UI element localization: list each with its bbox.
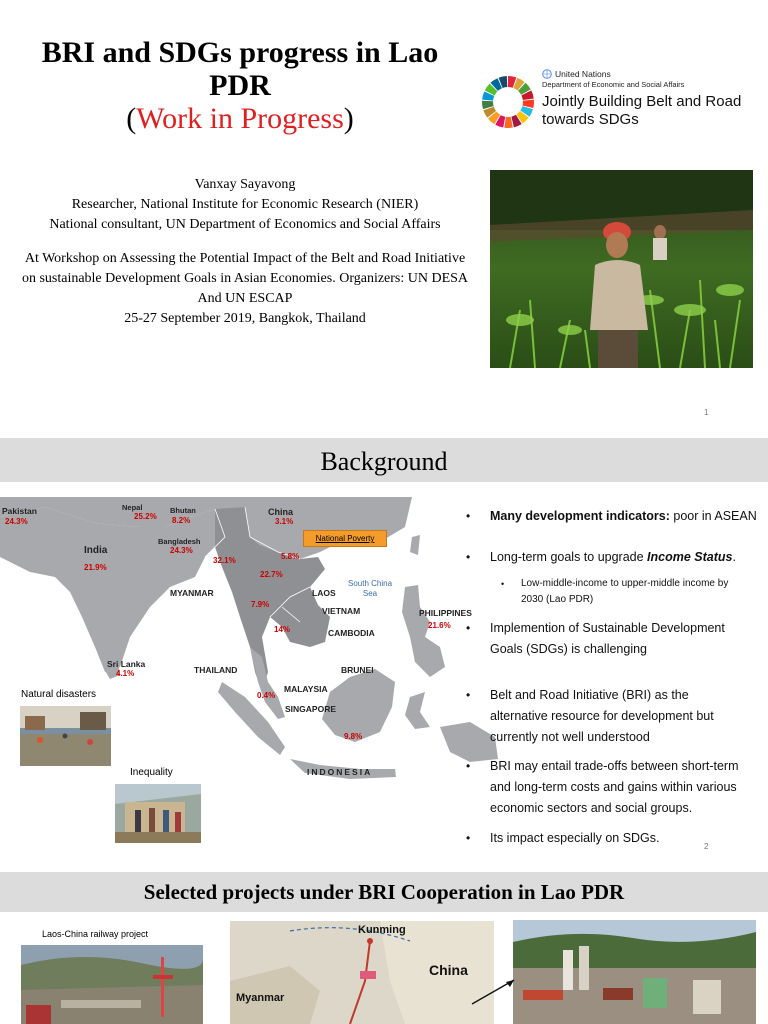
vientiane-city-photo bbox=[513, 920, 756, 1024]
scs-line1: South China bbox=[348, 579, 393, 588]
label-sri-lanka: Sri Lanka bbox=[107, 659, 146, 669]
un-desa-logo bbox=[480, 68, 760, 130]
bullet-3 bbox=[466, 618, 766, 660]
logo-tagline-1: Jointly Building Belt and Road bbox=[542, 93, 742, 110]
inequality-photo bbox=[115, 784, 201, 843]
pct-thailand: 7.9% bbox=[251, 600, 270, 609]
connector-arrow-icon bbox=[470, 976, 518, 1006]
slide1-title bbox=[20, 36, 460, 135]
un-dept: Department of Economic and Social Affairs bbox=[542, 80, 685, 89]
un-emblem-icon bbox=[542, 69, 552, 79]
bullet-5-line1: BRI may entail trade-offs between short-term bbox=[490, 759, 739, 773]
map-label-myanmar: Myanmar bbox=[236, 992, 285, 1004]
label-bhutan: Bhutan bbox=[170, 506, 196, 515]
bullet-2-sub-line2: 2030 (Lao PDR) bbox=[521, 594, 594, 605]
bullet-2 bbox=[466, 547, 766, 568]
label-brunei: BRUNEI bbox=[341, 665, 374, 675]
label-vietnam: VIETNAM bbox=[322, 606, 361, 616]
bullet-4 bbox=[466, 685, 766, 748]
pct-laos: 22.7% bbox=[260, 570, 283, 579]
selected-projects-title: Selected projects under BRI Cooperation in Lao PDR bbox=[143, 880, 625, 904]
bullet-6 bbox=[466, 828, 766, 849]
label-cambodia: CAMBODIA bbox=[328, 628, 375, 638]
pct-sri-lanka: 4.1% bbox=[116, 669, 135, 678]
sub-bullet-dot: • bbox=[501, 579, 505, 589]
sdg-wheel-segment bbox=[504, 117, 512, 128]
page-number-1: 1 bbox=[704, 408, 709, 417]
railway-photo bbox=[21, 945, 203, 1024]
label-china: China bbox=[268, 507, 294, 517]
workshop-line-1: At Workshop on Assessing the Potential Impact of the Belt and Road Initiative bbox=[24, 251, 466, 266]
title-line2: PDR bbox=[209, 69, 271, 102]
bullet-1-bold: Many development indicators: bbox=[490, 509, 670, 523]
author-block bbox=[10, 175, 480, 235]
flood-photo bbox=[20, 706, 111, 766]
scs-line2: Sea bbox=[362, 589, 378, 598]
label-philippines: PHILIPPINES bbox=[419, 608, 472, 618]
bullet-4-line3: currently not well understood bbox=[490, 730, 650, 744]
bullet-dot: • bbox=[466, 759, 471, 773]
label-singapore: SINGAPORE bbox=[285, 704, 337, 714]
pct-pakistan: 24.3% bbox=[5, 517, 28, 526]
pct-china: 3.1% bbox=[275, 517, 294, 526]
label-india: India bbox=[84, 545, 108, 556]
bullet-4-line1: Belt and Road Initiative (BRI) as the bbox=[490, 688, 689, 702]
bullet-2-sub-line1: Low-middle-income to upper-middle income by bbox=[521, 578, 729, 589]
author-name: Vanxay Sayavong bbox=[194, 177, 296, 192]
workshop-line-2: on sustainable Development Goals in Asian Economies. Organizers: UN DESA bbox=[21, 271, 469, 286]
bullet-2-post: . bbox=[732, 550, 736, 564]
bullet-5-line3: economic sectors and social groups. bbox=[490, 801, 693, 815]
pct-philippines: 21.6% bbox=[428, 621, 451, 630]
workshop-line-3: And UN ESCAP bbox=[197, 291, 293, 306]
railway-label: Laos-China railway project bbox=[42, 929, 149, 939]
title-open-paren: ( bbox=[126, 102, 137, 135]
farmer-photo bbox=[490, 170, 753, 368]
bullet-4-line2: alternative resource for development but bbox=[490, 709, 714, 723]
bullet-2-sub bbox=[501, 576, 765, 608]
sdg-wheel-icon bbox=[480, 74, 536, 130]
pct-india: 21.9% bbox=[84, 563, 107, 572]
bullet-5 bbox=[466, 756, 766, 819]
pct-malaysia: 0.4% bbox=[257, 691, 276, 700]
title-line1: BRI and SDGs progress in Lao bbox=[41, 36, 439, 69]
page-number-2: 2 bbox=[704, 842, 709, 851]
label-malaysia: MALAYSIA bbox=[284, 684, 328, 694]
pct-cambodia: 14% bbox=[274, 625, 291, 634]
bullet-dot: • bbox=[466, 688, 471, 702]
bullet-3-line2: Goals (SDGs) is challenging bbox=[490, 642, 648, 656]
map-label-china: China bbox=[429, 962, 468, 978]
bullet-1 bbox=[466, 506, 766, 527]
bullet-dot: • bbox=[466, 831, 471, 845]
national-poverty-legend: National Poverty bbox=[303, 530, 387, 547]
bullet-2-pre: Long-term goals to upgrade bbox=[490, 550, 648, 564]
inequality-label: Inequality bbox=[130, 767, 173, 778]
pct-bangladesh: 24.3% bbox=[170, 546, 193, 555]
background-title: Background bbox=[320, 447, 448, 476]
author-role-2: National consultant, UN Department of Economics and Social Affairs bbox=[49, 217, 441, 232]
label-pakistan: Pakistan bbox=[2, 506, 37, 516]
label-indonesia: INDONESIA bbox=[307, 767, 373, 777]
bullet-1-rest: poor in ASEAN bbox=[669, 509, 757, 523]
workshop-line-4: 25-27 September 2019, Bangkok, Thailand bbox=[124, 311, 366, 326]
bullet-2-emphasis: Income Status bbox=[647, 550, 733, 564]
workshop-block bbox=[10, 249, 480, 329]
pct-bhutan: 8.2% bbox=[172, 516, 191, 525]
natural-disasters-label: Natural disasters bbox=[21, 689, 97, 700]
logo-tagline-2: towards SDGs bbox=[542, 111, 639, 128]
pct-myanmar: 32.1% bbox=[213, 556, 236, 565]
pct-nepal: 25.2% bbox=[134, 512, 157, 521]
label-thailand: THAILAND bbox=[194, 665, 238, 675]
label-south-china-sea bbox=[348, 579, 392, 599]
pct-indonesia: 9.8% bbox=[344, 732, 363, 741]
author-role-1: Researcher, National Institute for Economic Research (NIER) bbox=[71, 197, 419, 212]
title-work-in-progress: Work in Progress bbox=[136, 102, 344, 135]
bullet-dot: • bbox=[466, 550, 471, 564]
label-bangladesh: Bangladesh bbox=[158, 537, 201, 546]
bullet-dot: • bbox=[466, 509, 471, 523]
un-name: United Nations bbox=[555, 69, 611, 79]
bullet-6-text: Its impact especially on SDGs. bbox=[490, 831, 660, 845]
title-close-paren: ) bbox=[343, 102, 354, 135]
bullet-5-line2: and long-term costs and gains within various bbox=[490, 780, 737, 794]
label-nepal: Nepal bbox=[122, 503, 143, 512]
bullet-dot: • bbox=[466, 621, 471, 635]
map-label-kunming: Kunming bbox=[358, 924, 406, 936]
bullet-3-line1: Implemention of Sustainable Development bbox=[490, 621, 725, 635]
label-myanmar: MYANMAR bbox=[170, 588, 214, 598]
label-laos: LAOS bbox=[312, 588, 336, 598]
pct-laos-north: 5.8% bbox=[281, 552, 300, 561]
